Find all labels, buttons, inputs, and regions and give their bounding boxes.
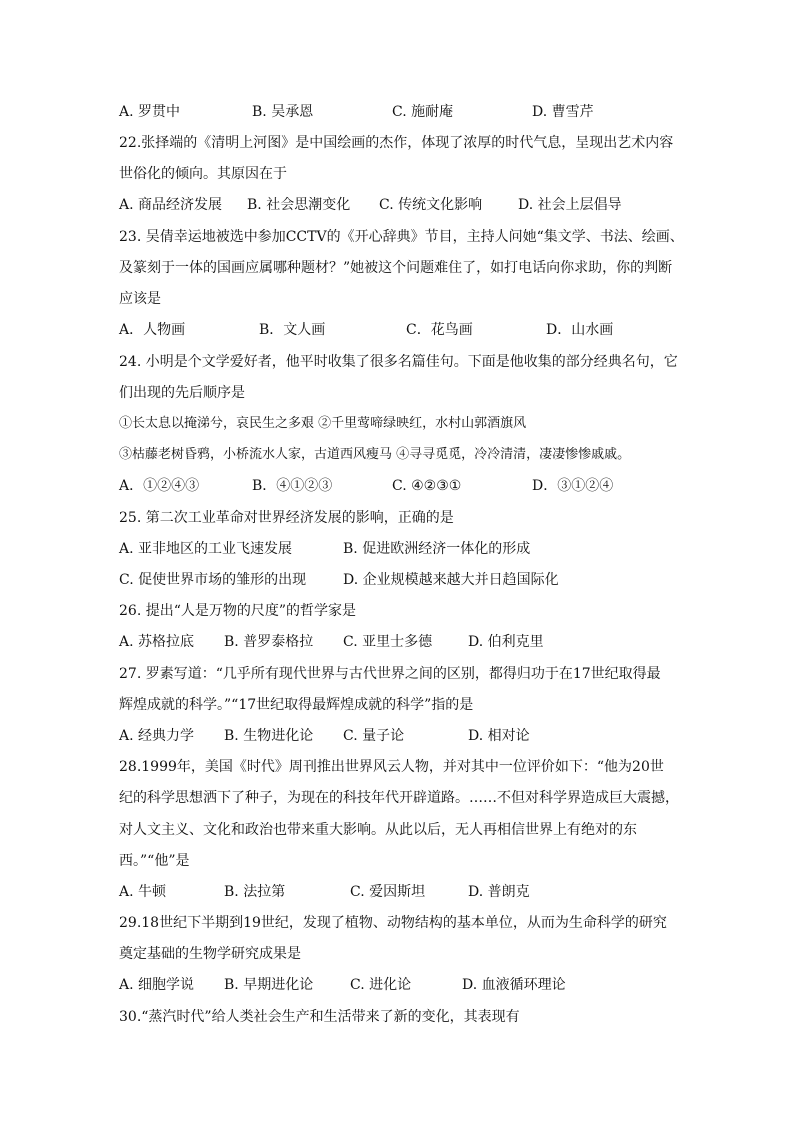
q28-stem-line-3: 对人文主义、文化和政治也带来重大影响。从此以后，无人再相信世界上有绝对的东 (119, 822, 637, 838)
q21-option-d: D. 曹雪芹 (532, 104, 594, 120)
q24-option-c: C. ④②③① (392, 478, 462, 494)
q24-option-a: A．①②④③ (119, 478, 200, 494)
q23-stem-line-1: 23. 吴倩幸运地被选中参加CCTV的《开心辞典》节目，主持人问她“集文学、书法、绘画、 (119, 229, 684, 245)
q23-stem-line-3: 应该是 (119, 291, 161, 307)
q24-option-b: B．④①②③ (252, 478, 333, 494)
q29-option-c: C. 进化论 (350, 977, 412, 993)
q27-option-d: D. 相对论 (468, 728, 530, 744)
q24-quotes-line-2: ③枯藤老树昏鸦，小桥流水人家，古道西风瘦马 ④寻寻觅觅，冷冷清清，凄凄惨惨戚戚。 (119, 447, 631, 462)
q22-option-b: B. 社会思潮变化 (247, 197, 351, 213)
q29-option-b: B. 早期进化论 (224, 977, 314, 993)
q25-option-a: A. 亚非地区的工业飞速发展 (119, 541, 293, 557)
q28-option-d: D. 普朗克 (468, 884, 530, 900)
q23-stem-line-2: 及篆刻于一体的国画应属哪种题材？”她被这个问题难住了，如打电话向你求助，你的判断 (119, 260, 673, 276)
q25-option-c: C. 促使世界市场的雏形的出现 (119, 572, 307, 588)
q24-stem-line-1: 24. 小明是个文学爱好者，他平时收集了很多名篇佳句。下面是他收集的部分经典名句，它 (119, 354, 678, 370)
q27-stem-line-1: 27. 罗素写道：“几乎所有现代世界与古代世界之间的区别，都得归功于在17世纪取得最 (119, 666, 661, 682)
q21-option-b: B. 吴承恩 (252, 104, 314, 120)
q27-option-b: B. 生物进化论 (224, 728, 314, 744)
q25-option-b: B. 促进欧洲经济一体化的形成 (343, 541, 531, 557)
q24-stem-line-2: 们出现的先后顺序是 (119, 385, 245, 401)
q28-option-c: C. 爱因斯坦 (350, 884, 426, 900)
q28-stem-line-2: 纪的科学思想洒下了种子，为现在的科技年代开辟道路。……不但对科学界造成巨大震撼， (119, 790, 679, 806)
q28-stem-line-4: 西。”“他”是 (119, 853, 190, 869)
q21-option-c: C. 施耐庵 (392, 104, 454, 120)
q23-option-d: D．山水画 (546, 322, 614, 338)
q24-option-d: D．③①②④ (532, 478, 614, 494)
q26-option-d: D. 伯利克里 (468, 634, 544, 650)
q26-option-a: A. 苏格拉底 (119, 634, 195, 650)
q29-option-d: D. 血液循环理论 (462, 977, 566, 993)
q25-stem: 25. 第二次工业革命对世界经济发展的影响，正确的是 (119, 510, 454, 526)
q29-option-a: A. 细胞学说 (119, 977, 195, 993)
q26-option-c: C. 亚里士多德 (343, 634, 433, 650)
q30-stem: 30.“蒸汽时代”给人类社会生产和生活带来了新的变化，其表现有 (119, 1009, 520, 1025)
q23-option-c: C．花鸟画 (406, 322, 473, 338)
q27-option-c: C. 量子论 (343, 728, 405, 744)
q26-option-b: B. 普罗泰格拉 (224, 634, 314, 650)
q25-option-d: D. 企业规模越来越大并日趋国际化 (343, 572, 559, 588)
q23-option-b: B．文人画 (259, 322, 326, 338)
q22-stem-line-2: 世俗化的倾向。其原因在于 (119, 166, 287, 182)
q28-option-a: A. 牛顿 (119, 884, 167, 900)
q23-option-a: A．人物画 (119, 322, 186, 338)
q24-quotes-line-1: ①长太息以掩涕兮，哀民生之多艰 ②千里莺啼绿映红，水村山郭酒旗风 (119, 416, 527, 431)
q28-stem-line-1: 28.1999年，美国《时代》周刊推出世界风云人物，并对其中一位评价如下：“他为20世 (119, 759, 664, 775)
q22-option-a: A. 商品经济发展 (119, 197, 223, 213)
q26-stem: 26. 提出“人是万物的尺度”的哲学家是 (119, 603, 357, 619)
q22-stem-line-1: 22.张择端的《清明上河图》是中国绘画的杰作，体现了浓厚的时代气息，呈现出艺术内容 (119, 135, 674, 151)
q29-stem-line-1: 29.18世纪下半期到19世纪，发现了植物、动物结构的基本单位，从而为生命科学的研究 (119, 915, 667, 931)
q27-option-a: A. 经典力学 (119, 728, 195, 744)
q22-option-d: D. 社会上层倡导 (518, 197, 622, 213)
q27-stem-line-2: 辉煌成就的科学。”“17世纪取得最辉煌成就的科学”指的是 (119, 697, 474, 713)
q22-option-c: C. 传统文化影响 (379, 197, 483, 213)
q21-option-a: A. 罗贯中 (119, 104, 181, 120)
q29-stem-line-2: 奠定基础的生物学研究成果是 (119, 946, 301, 962)
q28-option-b: B. 法拉第 (224, 884, 286, 900)
